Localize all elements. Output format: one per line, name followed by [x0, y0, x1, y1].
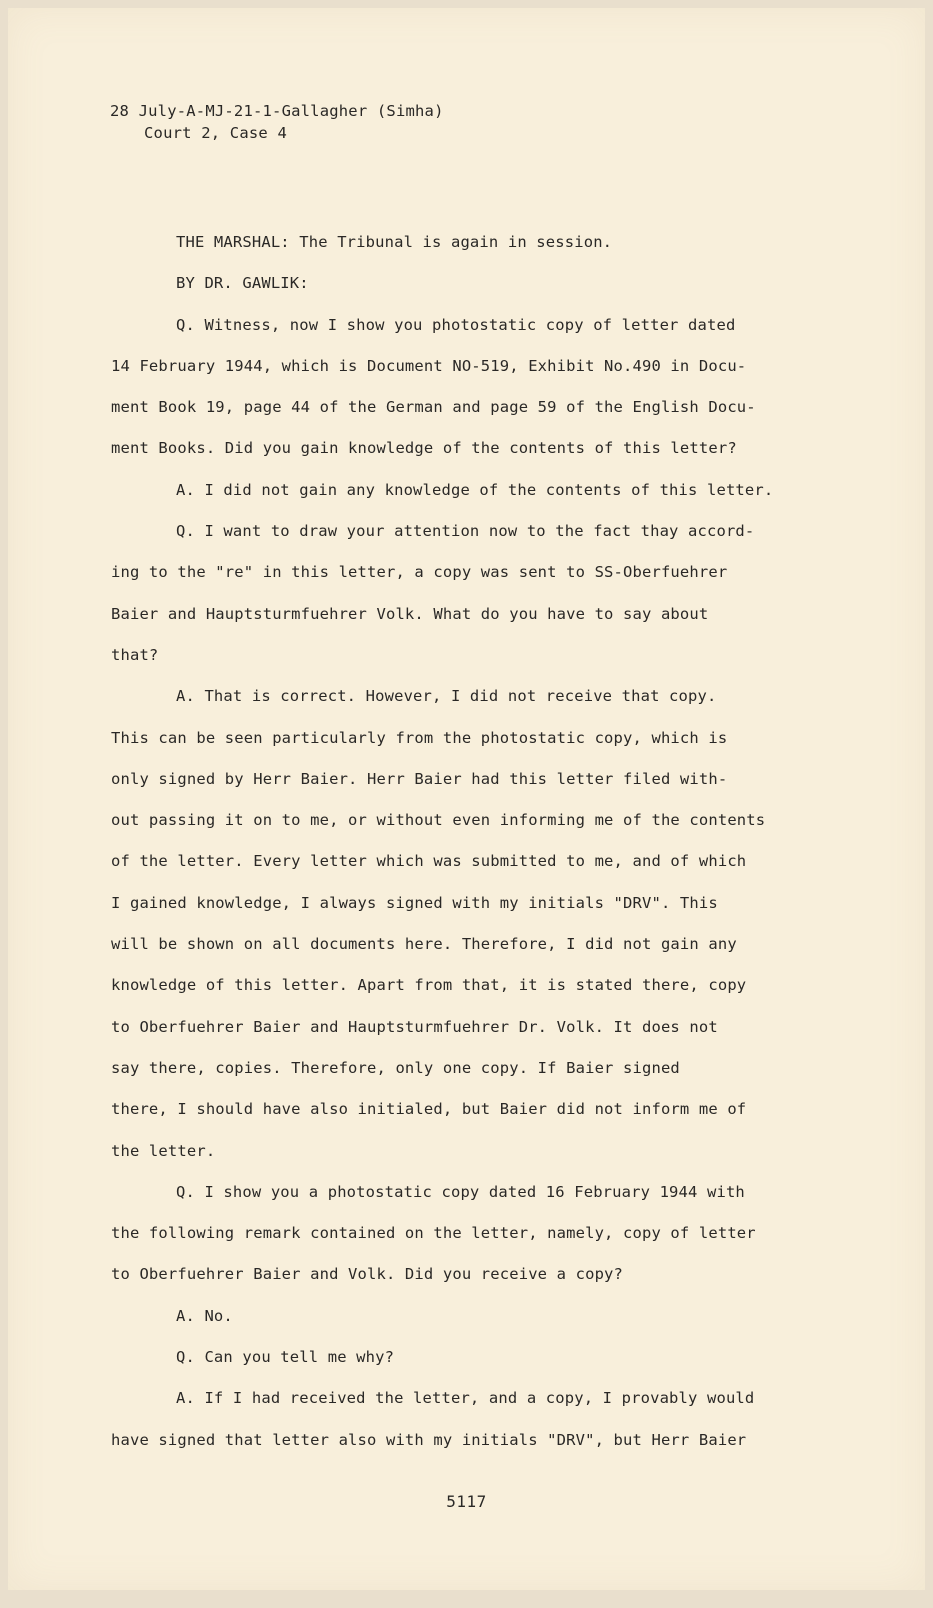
header-court-line: Court 2, Case 4	[144, 124, 287, 142]
transcript-line: A. That is correct. However, I did not receive that copy.	[176, 687, 717, 706]
document-header	[110, 100, 444, 144]
document-page	[8, 8, 925, 1590]
transcript-line: knowledge of this letter. Apart from that, it is stated there, copy	[111, 976, 747, 995]
transcript-line: the letter.	[111, 1141, 216, 1160]
transcript-line: ing to the "re" in this letter, a copy was sent to SS-Oberfuehrer	[111, 563, 728, 582]
transcript-line: BY DR. GAWLIK:	[176, 274, 309, 293]
transcript-line: say there, copies. Therefore, only one copy. If Baier signed	[111, 1058, 680, 1077]
transcript-line: that?	[111, 645, 159, 664]
transcript-line: ment Book 19, page 44 of the German and page 59 of the English Docu-	[111, 398, 756, 417]
transcript-line: Q. Can you tell me why?	[176, 1348, 395, 1367]
page-number: 5117	[446, 1492, 487, 1511]
transcript-line: A. If I had received the letter, and a copy, I provably would	[176, 1389, 755, 1408]
transcript-line: A. I did not gain any knowledge of the contents of this letter.	[176, 480, 774, 499]
transcript-line: the following remark contained on the letter, namely, copy of letter	[111, 1224, 756, 1243]
transcript-line: I gained knowledge, I always signed with my initials "DRV". This	[111, 893, 718, 912]
transcript-line: there, I should have also initialed, but Baier did not inform me of	[111, 1100, 747, 1119]
transcript-line: 14 February 1944, which is Document NO-519, Exhibit No.490 in Docu-	[111, 356, 747, 375]
transcript-line: will be shown on all documents here. Therefore, I did not gain any	[111, 935, 737, 954]
transcript-line: THE MARSHAL: The Tribunal is again in session.	[176, 233, 613, 251]
transcript-body	[111, 222, 831, 1461]
transcript-line: to Oberfuehrer Baier and Volk. Did you receive a copy?	[111, 1265, 624, 1284]
transcript-line: This can be seen particularly from the photostatic copy, which is	[111, 728, 728, 747]
transcript-line: have signed that letter also with my initials "DRV", but Herr Baier	[111, 1430, 747, 1449]
transcript-line: only signed by Herr Baier. Herr Baier had this letter filed with-	[111, 769, 728, 788]
transcript-line: Q. I show you a photostatic copy dated 16 February 1944 with	[176, 1182, 745, 1201]
transcript-line: Baier and Hauptsturmfuehrer Volk. What do you have to say about	[111, 604, 709, 623]
transcript-line: to Oberfuehrer Baier and Hauptsturmfuehrer Dr. Volk. It does not	[111, 1017, 718, 1036]
transcript-line: out passing it on to me, or without even informing me of the contents	[111, 811, 766, 830]
transcript-line: of the letter. Every letter which was submitted to me, and of which	[111, 852, 747, 871]
transcript-line: Q. Witness, now I show you photostatic copy of letter dated	[176, 315, 736, 334]
transcript-line: ment Books. Did you gain knowledge of the contents of this letter?	[111, 439, 737, 458]
transcript-line: A. No.	[176, 1306, 233, 1325]
header-session-line: 28 July-A-MJ-21-1-Gallagher (Simha)	[110, 102, 444, 120]
transcript-line: Q. I want to draw your attention now to the fact thay accord-	[176, 522, 755, 541]
